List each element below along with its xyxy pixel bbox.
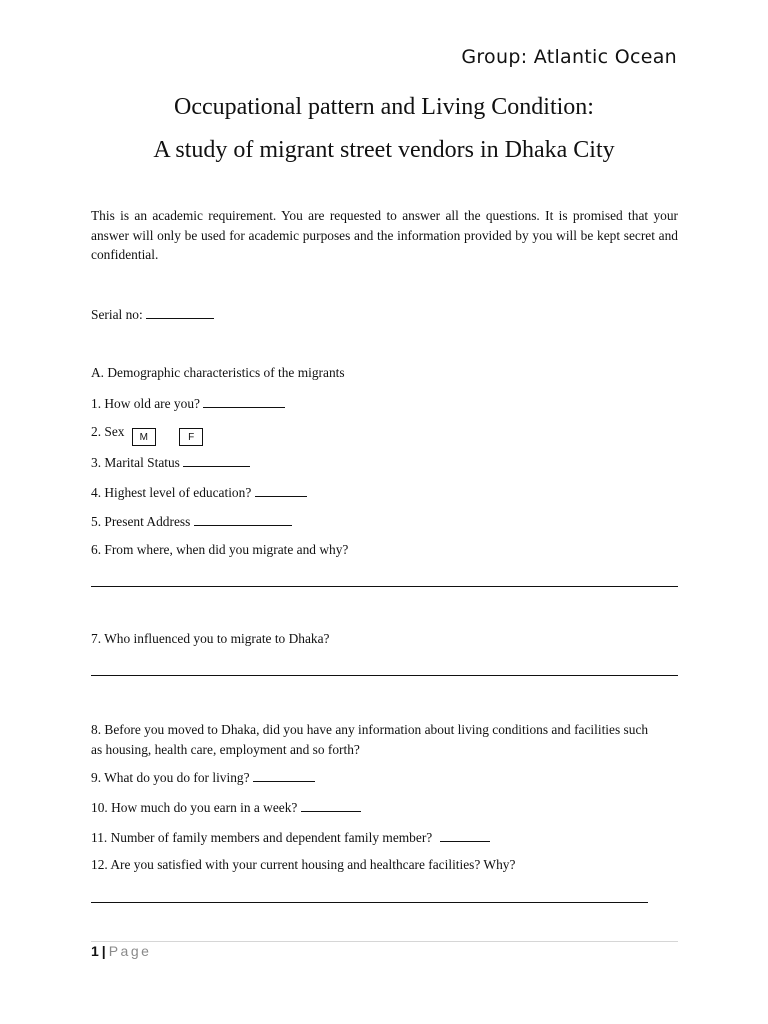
title-line-2: A study of migrant street vendors in Dhaka City <box>153 137 615 163</box>
sex-male-checkbox[interactable]: M <box>132 428 156 446</box>
question-12-answer-line[interactable] <box>91 902 648 903</box>
question-8: 8. Before you moved to Dhaka, did you have any information about living conditions and facilities such as housing, health care, employment and so forth? <box>91 722 649 757</box>
question-9 <box>91 768 315 786</box>
question-11 <box>91 828 490 846</box>
question-6: 6. From where, when did you migrate and why? <box>91 542 349 557</box>
serial-row <box>91 305 214 323</box>
question-4-text: 4. Highest level of education? <box>91 485 252 500</box>
question-1 <box>91 394 285 412</box>
question-9-text: 9. What do you do for living? <box>91 770 250 785</box>
question-10-blank[interactable] <box>301 798 361 812</box>
question-3-text: 3. Marital Status <box>91 455 180 470</box>
title-line-1: Occupational pattern and Living Condition: <box>174 94 594 120</box>
question-10-text: 10. How much do you earn in a week? <box>91 800 298 815</box>
question-7-answer-line[interactable] <box>91 675 678 676</box>
serial-label: Serial no: <box>91 307 143 322</box>
question-1-blank[interactable] <box>203 394 285 408</box>
question-11-text: 11. Number of family members and dependent family member? <box>91 830 433 845</box>
question-3 <box>91 453 250 471</box>
question-5 <box>91 512 292 530</box>
question-11-blank[interactable] <box>440 828 490 842</box>
serial-blank[interactable] <box>146 305 214 319</box>
footer-separator: | <box>101 943 106 959</box>
page-label: Page <box>108 943 152 959</box>
question-12: 12. Are you satisfied with your current housing and healthcare facilities? Why? <box>91 857 516 872</box>
question-9-blank[interactable] <box>253 768 315 782</box>
page-footer <box>91 943 151 959</box>
question-1-text: 1. How old are you? <box>91 396 200 411</box>
question-5-blank[interactable] <box>194 512 292 526</box>
intro-paragraph: This is an academic requirement. You are requested to answer all the questions. It is promised that your answer will only be used for academic purposes and the information provided by you will be kept secret and confidential. <box>91 208 678 262</box>
question-3-blank[interactable] <box>183 453 250 467</box>
question-2-text: 2. Sex <box>91 424 125 439</box>
question-7: 7. Who influenced you to migrate to Dhaka? <box>91 631 330 646</box>
group-name: Group: Atlantic Ocean <box>461 46 677 68</box>
page-number: 1 <box>91 943 99 959</box>
question-10 <box>91 798 361 816</box>
sex-female-checkbox[interactable]: F <box>179 428 203 446</box>
question-5-text: 5. Present Address <box>91 514 191 529</box>
question-4-blank[interactable] <box>255 483 307 497</box>
question-6-answer-line[interactable] <box>91 586 678 587</box>
question-2 <box>91 424 203 446</box>
question-4 <box>91 483 307 501</box>
section-a-heading: A. Demographic characteristics of the migrants <box>91 365 345 380</box>
footer-divider <box>91 941 678 942</box>
